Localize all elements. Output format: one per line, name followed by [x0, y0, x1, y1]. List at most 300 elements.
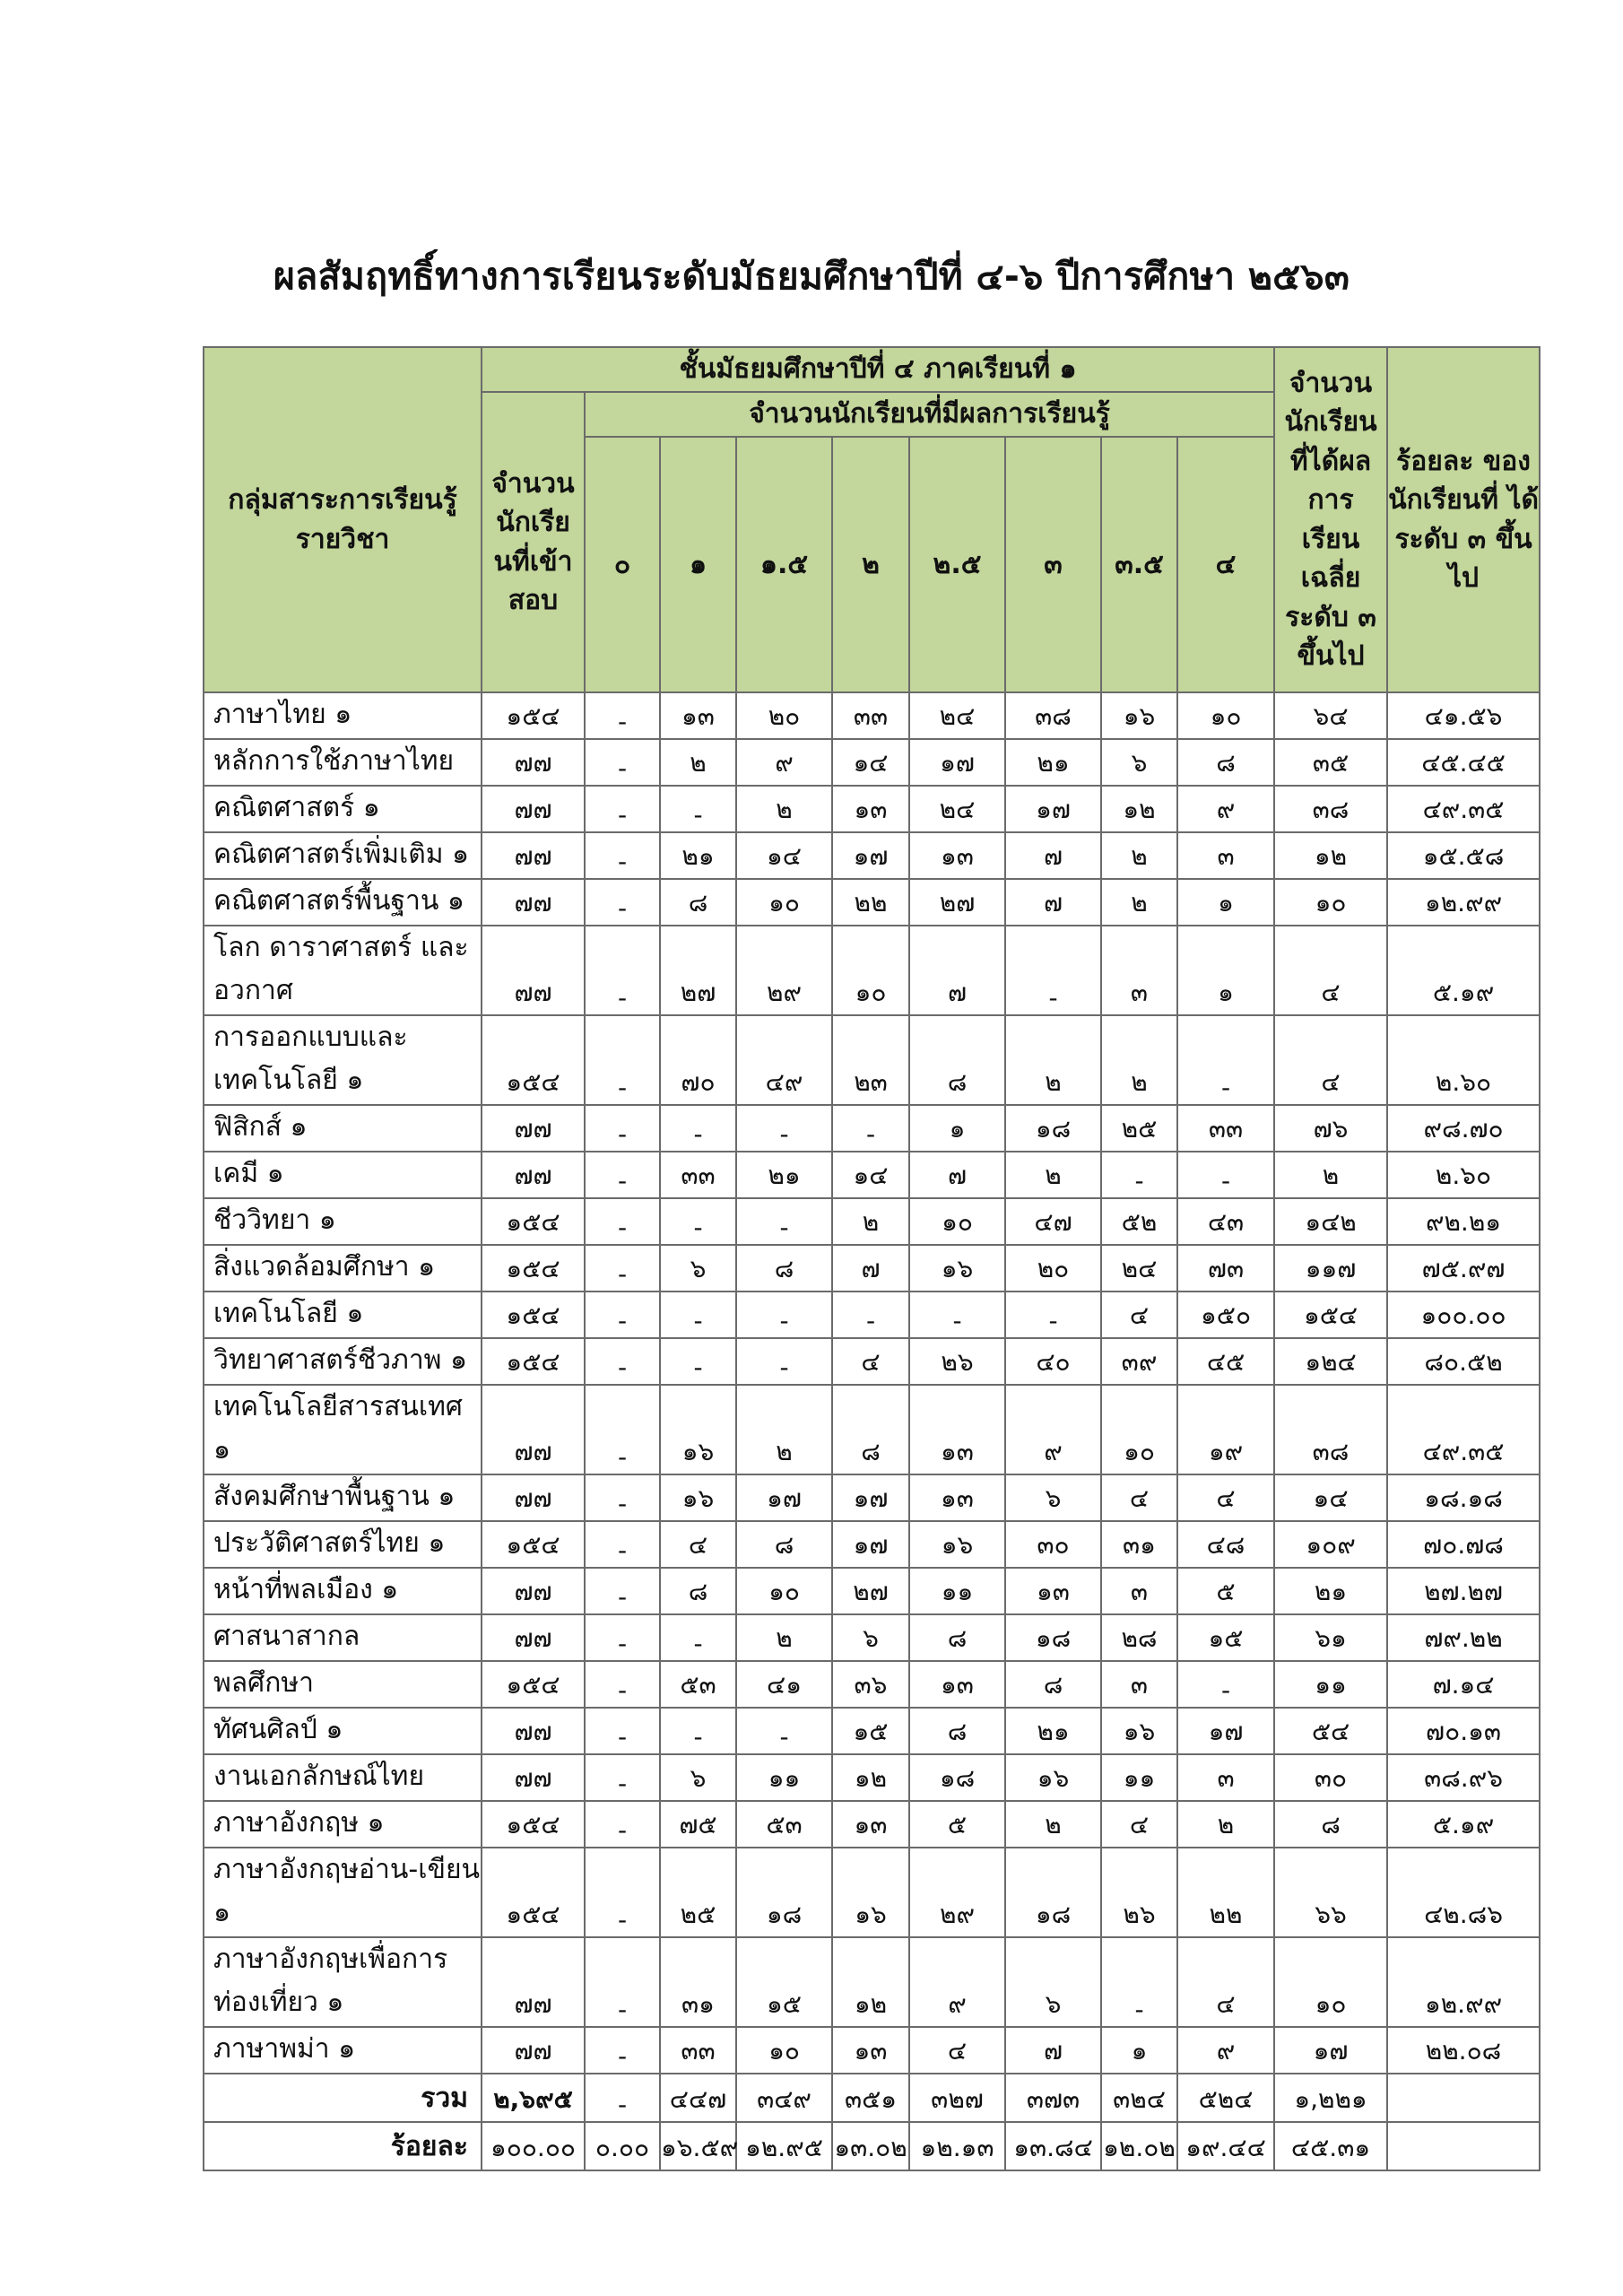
- table-row: [204, 692, 1540, 739]
- cell-subject: เคมี ๑: [204, 1152, 482, 1198]
- cell-grade-2-5: ๑๐: [909, 1198, 1005, 1245]
- cell-percent-3-up: ๓๘.๙๖: [1387, 1754, 1540, 1801]
- cell-percent-3-up: ๙๘.๗๐: [1387, 1105, 1540, 1152]
- cell-subject: ภาษาพม่า ๑: [204, 2027, 482, 2074]
- cell-grade-1-5: -: [736, 1708, 832, 1754]
- cell-percent-3-up: ๔๑.๕๖: [1387, 692, 1540, 739]
- percent-row: [204, 2122, 1540, 2170]
- cell-grade-0: -: [585, 1474, 660, 1521]
- cell-grade-2-5: ๘: [909, 1015, 1005, 1105]
- cell-grade-2: ๖: [832, 1614, 909, 1661]
- cell-percent-3-up: ๗.๑๔: [1387, 1661, 1540, 1708]
- cell-percent-3-up: ๔๙.๓๕: [1387, 1385, 1540, 1474]
- percent-percent-3-up: [1387, 2122, 1540, 2170]
- header-grade-3-5: ๓.๕: [1101, 437, 1177, 692]
- table-row: [204, 1568, 1540, 1614]
- cell-grade-2: ๑๕: [832, 1708, 909, 1754]
- cell-grade-2-5: ๑๗: [909, 739, 1005, 786]
- cell-tested: ๗๗: [482, 879, 585, 926]
- cell-grade-3: ๔๐: [1005, 1338, 1101, 1385]
- cell-count-3-up: ๖๑: [1274, 1614, 1387, 1661]
- cell-grade-0: -: [585, 879, 660, 926]
- cell-grade-4: ๑๐: [1177, 692, 1274, 739]
- cell-grade-2: ๑๔: [832, 739, 909, 786]
- cell-grade-3-5: ๑๒: [1101, 786, 1177, 832]
- total-grade-3-5: ๓๒๔: [1101, 2074, 1177, 2122]
- cell-grade-3-5: ๓๙: [1101, 1338, 1177, 1385]
- table-row: [204, 1105, 1540, 1152]
- cell-grade-2: ๒๗: [832, 1568, 909, 1614]
- cell-grade-1: -: [660, 1708, 736, 1754]
- percent-grade-2-5: ๑๒.๑๓: [909, 2122, 1005, 2170]
- cell-count-3-up: ๑๒: [1274, 832, 1387, 879]
- cell-subject: ภาษาอังกฤษอ่าน-เขียน ๑: [204, 1848, 482, 1937]
- cell-grade-4: ๑: [1177, 879, 1274, 926]
- cell-grade-1: -: [660, 1614, 736, 1661]
- cell-percent-3-up: ๙๒.๒๑: [1387, 1198, 1540, 1245]
- table-row: [204, 1245, 1540, 1292]
- cell-grade-3-5: ๑๖: [1101, 1708, 1177, 1754]
- cell-grade-1: ๔: [660, 1521, 736, 1568]
- table-row: [204, 786, 1540, 832]
- header-students-tested: จำนวน นักเรีย นที่เข้า สอบ: [482, 392, 585, 692]
- cell-grade-2: ๒: [832, 1198, 909, 1245]
- cell-grade-2-5: ๒๗: [909, 879, 1005, 926]
- cell-tested: ๗๗: [482, 1708, 585, 1754]
- cell-grade-0: -: [585, 1614, 660, 1661]
- cell-grade-0: -: [585, 1245, 660, 1292]
- table-row: [204, 1801, 1540, 1848]
- cell-count-3-up: ๒: [1274, 1152, 1387, 1198]
- cell-subject: ประวัติศาสตร์ไทย ๑: [204, 1521, 482, 1568]
- cell-grade-0: -: [585, 1338, 660, 1385]
- cell-grade-2: ๓๖: [832, 1661, 909, 1708]
- cell-percent-3-up: ๒.๖๐: [1387, 1152, 1540, 1198]
- cell-grade-0: -: [585, 1568, 660, 1614]
- cell-grade-3: ๒๑: [1005, 739, 1101, 786]
- cell-grade-4: ๒๒: [1177, 1848, 1274, 1937]
- cell-grade-1-5: -: [736, 1292, 832, 1338]
- cell-grade-3: ๔๗: [1005, 1198, 1101, 1245]
- cell-grade-1: ๒๕: [660, 1848, 736, 1937]
- cell-grade-4: ๕: [1177, 1568, 1274, 1614]
- cell-grade-1: ๓๑: [660, 1937, 736, 2027]
- cell-grade-2: ๔: [832, 1338, 909, 1385]
- cell-grade-4: ๓: [1177, 832, 1274, 879]
- cell-grade-0: -: [585, 926, 660, 1015]
- cell-grade-0: -: [585, 739, 660, 786]
- table-row: [204, 1198, 1540, 1245]
- percent-tested: ๑๐๐.๐๐: [482, 2122, 585, 2170]
- cell-tested: ๗๗: [482, 1614, 585, 1661]
- cell-grade-1: ๑๖: [660, 1385, 736, 1474]
- table-row: [204, 1292, 1540, 1338]
- cell-grade-2: ๑๗: [832, 1474, 909, 1521]
- total-percent-3-up: [1387, 2074, 1540, 2122]
- cell-grade-1: ๖: [660, 1754, 736, 1801]
- cell-grade-2-5: ๘: [909, 1614, 1005, 1661]
- cell-tested: ๑๕๔: [482, 1661, 585, 1708]
- cell-count-3-up: ๓๐: [1274, 1754, 1387, 1801]
- cell-grade-1-5: ๑๔: [736, 832, 832, 879]
- cell-count-3-up: ๑๔๒: [1274, 1198, 1387, 1245]
- cell-grade-1: -: [660, 786, 736, 832]
- cell-subject: ศาสนาสากล: [204, 1614, 482, 1661]
- percent-grade-2: ๑๓.๐๒: [832, 2122, 909, 2170]
- percent-grade-1-5: ๑๒.๙๕: [736, 2122, 832, 2170]
- cell-grade-2-5: ๒๖: [909, 1338, 1005, 1385]
- table-row: [204, 1614, 1540, 1661]
- cell-grade-4: ๙: [1177, 2027, 1274, 2074]
- cell-tested: ๑๕๔: [482, 692, 585, 739]
- cell-percent-3-up: ๔๕.๔๕: [1387, 739, 1540, 786]
- cell-grade-3: -: [1005, 1292, 1101, 1338]
- cell-grade-0: -: [585, 692, 660, 739]
- cell-grade-2: -: [832, 1292, 909, 1338]
- results-table: [203, 346, 1541, 2171]
- cell-grade-2-5: ๕: [909, 1801, 1005, 1848]
- total-grade-2: ๓๕๑: [832, 2074, 909, 2122]
- header-grade-0: ๐: [585, 437, 660, 692]
- cell-grade-1-5: ๘: [736, 1245, 832, 1292]
- cell-count-3-up: ๖๔: [1274, 692, 1387, 739]
- total-tested: ๒,๖๙๕: [482, 2074, 585, 2122]
- cell-grade-1-5: ๒๐: [736, 692, 832, 739]
- total-grade-0: -: [585, 2074, 660, 2122]
- cell-grade-3: ๓๘: [1005, 692, 1101, 739]
- cell-grade-3-5: ๔: [1101, 1292, 1177, 1338]
- cell-grade-2: ๑๓: [832, 786, 909, 832]
- cell-grade-1-5: ๘: [736, 1521, 832, 1568]
- cell-grade-1-5: ๕๓: [736, 1801, 832, 1848]
- cell-grade-4: ๔: [1177, 1474, 1274, 1521]
- table-row: [204, 1754, 1540, 1801]
- cell-grade-1-5: ๒: [736, 786, 832, 832]
- cell-tested: ๗๗: [482, 926, 585, 1015]
- header-level-term: ชั้นมัธยมศึกษาปีที่ ๔ ภาคเรียนที่ ๑: [482, 347, 1274, 392]
- cell-grade-2-5: ๑: [909, 1105, 1005, 1152]
- cell-grade-2-5: ๒๔: [909, 786, 1005, 832]
- total-grade-1-5: ๓๔๙: [736, 2074, 832, 2122]
- cell-count-3-up: ๗๖: [1274, 1105, 1387, 1152]
- percent-grade-0: ๐.๐๐: [585, 2122, 660, 2170]
- table-row: [204, 1338, 1540, 1385]
- header-grade-group: จำนวนนักเรียนที่มีผลการเรียนรู้: [585, 392, 1274, 437]
- cell-count-3-up: ๑๒๔: [1274, 1338, 1387, 1385]
- cell-count-3-up: ๒๑: [1274, 1568, 1387, 1614]
- cell-subject: เทคโนโลยี ๑: [204, 1292, 482, 1338]
- table-row: [204, 926, 1540, 1015]
- cell-grade-1: ๖: [660, 1245, 736, 1292]
- cell-subject: พลศึกษา: [204, 1661, 482, 1708]
- cell-grade-1: ๒: [660, 739, 736, 786]
- cell-percent-3-up: ๑๘.๑๘: [1387, 1474, 1540, 1521]
- cell-grade-3-5: ๑๑: [1101, 1754, 1177, 1801]
- cell-grade-2: ๑๓: [832, 2027, 909, 2074]
- table-row: [204, 739, 1540, 786]
- percent-grade-4: ๑๙.๔๔: [1177, 2122, 1274, 2170]
- cell-grade-3: ๒: [1005, 1015, 1101, 1105]
- cell-tested: ๗๗: [482, 832, 585, 879]
- cell-grade-1-5: ๑๐: [736, 879, 832, 926]
- cell-grade-4: ๒: [1177, 1801, 1274, 1848]
- table-row: [204, 1474, 1540, 1521]
- cell-grade-3-5: ๔: [1101, 1474, 1177, 1521]
- cell-grade-1: ๑๖: [660, 1474, 736, 1521]
- cell-grade-4: ๔๕: [1177, 1338, 1274, 1385]
- cell-grade-3: ๒๐: [1005, 1245, 1101, 1292]
- cell-grade-4: ๔๓: [1177, 1198, 1274, 1245]
- cell-tested: ๗๗: [482, 1754, 585, 1801]
- cell-grade-3: ๑๘: [1005, 1105, 1101, 1152]
- cell-percent-3-up: ๑๒.๙๙: [1387, 1937, 1540, 2027]
- cell-percent-3-up: ๔๙.๓๕: [1387, 786, 1540, 832]
- header-grade-4: ๔: [1177, 437, 1274, 692]
- cell-subject: หลักการใช้ภาษาไทย: [204, 739, 482, 786]
- cell-grade-4: ๘: [1177, 739, 1274, 786]
- cell-grade-3: ๑๘: [1005, 1848, 1101, 1937]
- cell-grade-1-5: ๑๐: [736, 2027, 832, 2074]
- cell-grade-0: -: [585, 1848, 660, 1937]
- percent-label: ร้อยละ: [204, 2122, 482, 2170]
- cell-percent-3-up: ๕.๑๙: [1387, 926, 1540, 1015]
- cell-grade-1: ๓๓: [660, 2027, 736, 2074]
- cell-grade-0: -: [585, 1105, 660, 1152]
- cell-count-3-up: ๑๐: [1274, 1937, 1387, 2027]
- cell-percent-3-up: ๑๐๐.๐๐: [1387, 1292, 1540, 1338]
- cell-grade-2: ๒๓: [832, 1015, 909, 1105]
- cell-subject: ชีววิทยา ๑: [204, 1198, 482, 1245]
- cell-grade-1: ๒๗: [660, 926, 736, 1015]
- cell-tested: ๑๕๔: [482, 1848, 585, 1937]
- cell-grade-2-5: ๘: [909, 1708, 1005, 1754]
- cell-grade-4: ๓: [1177, 1754, 1274, 1801]
- cell-grade-4: ๑๗: [1177, 1708, 1274, 1754]
- cell-percent-3-up: ๗๙.๒๒: [1387, 1614, 1540, 1661]
- table-body: [204, 692, 1540, 2074]
- cell-grade-4: ๑๕๐: [1177, 1292, 1274, 1338]
- header-grade-1: ๑: [660, 437, 736, 692]
- cell-count-3-up: ๓๘: [1274, 1385, 1387, 1474]
- table-row: [204, 2027, 1540, 2074]
- cell-grade-3: ๑๓: [1005, 1568, 1101, 1614]
- cell-grade-2: ๘: [832, 1385, 909, 1474]
- cell-tested: ๗๗: [482, 1568, 585, 1614]
- cell-count-3-up: ๑๗: [1274, 2027, 1387, 2074]
- cell-grade-3-5: ๒๔: [1101, 1245, 1177, 1292]
- cell-percent-3-up: ๒๗.๒๗: [1387, 1568, 1540, 1614]
- cell-grade-3-5: ๒๖: [1101, 1848, 1177, 1937]
- total-label: รวม: [204, 2074, 482, 2122]
- cell-subject: คณิตศาสตร์เพิ่มเติม ๑: [204, 832, 482, 879]
- cell-percent-3-up: ๑๕.๕๘: [1387, 832, 1540, 879]
- total-count-3-up: ๑,๒๒๑: [1274, 2074, 1387, 2122]
- cell-subject: ภาษาอังกฤษ ๑: [204, 1801, 482, 1848]
- cell-grade-3: ๒๑: [1005, 1708, 1101, 1754]
- header-percent-3-up: ร้อยละ ของ นักเรียนที่ ได้ระดับ ๓ ขึ้นไป: [1387, 347, 1540, 692]
- cell-grade-4: ๙: [1177, 786, 1274, 832]
- percent-grade-3: ๑๓.๘๔: [1005, 2122, 1101, 2170]
- cell-count-3-up: ๑๐: [1274, 879, 1387, 926]
- table-row: [204, 879, 1540, 926]
- table-header: [204, 347, 1540, 692]
- cell-percent-3-up: ๗๐.๗๘: [1387, 1521, 1540, 1568]
- cell-tested: ๗๗: [482, 2027, 585, 2074]
- cell-subject: งานเอกลักษณ์ไทย: [204, 1754, 482, 1801]
- cell-grade-3-5: ๒: [1101, 879, 1177, 926]
- cell-grade-1-5: ๒๙: [736, 926, 832, 1015]
- cell-grade-0: -: [585, 1521, 660, 1568]
- cell-grade-1-5: -: [736, 1198, 832, 1245]
- cell-tested: ๑๕๔: [482, 1521, 585, 1568]
- header-count-3-up: จำนวน นักเรียน ที่ได้ผล การ เรียน เฉลี่ย ระดับ ๓ ขึ้นไป: [1274, 347, 1387, 692]
- cell-grade-2: ๗: [832, 1245, 909, 1292]
- cell-subject: เทคโนโลยีสารสนเทศ ๑: [204, 1385, 482, 1474]
- cell-grade-1-5: ๔๙: [736, 1015, 832, 1105]
- cell-grade-3-5: -: [1101, 1937, 1177, 2027]
- cell-grade-3-5: -: [1101, 1152, 1177, 1198]
- cell-subject: หน้าที่พลเมือง ๑: [204, 1568, 482, 1614]
- header-grade-2: ๒: [832, 437, 909, 692]
- table-footer: [204, 2074, 1540, 2170]
- cell-grade-2-5: ๑๑: [909, 1568, 1005, 1614]
- cell-grade-1: ๕๓: [660, 1661, 736, 1708]
- cell-grade-3-5: ๖: [1101, 739, 1177, 786]
- cell-grade-3-5: ๑: [1101, 2027, 1177, 2074]
- cell-tested: ๗๗: [482, 1474, 585, 1521]
- cell-count-3-up: ๕๔: [1274, 1708, 1387, 1754]
- cell-grade-0: -: [585, 786, 660, 832]
- cell-grade-2-5: ๑๖: [909, 1521, 1005, 1568]
- cell-subject: ภาษาไทย ๑: [204, 692, 482, 739]
- cell-grade-3-5: ๓: [1101, 1661, 1177, 1708]
- cell-grade-1: ๘: [660, 879, 736, 926]
- cell-subject: โลก ดาราศาสตร์ และ อวกาศ: [204, 926, 482, 1015]
- cell-grade-2-5: ๑๓: [909, 832, 1005, 879]
- cell-grade-2-5: ๙: [909, 1937, 1005, 2027]
- cell-grade-2: -: [832, 1105, 909, 1152]
- cell-tested: ๑๕๔: [482, 1245, 585, 1292]
- cell-grade-2-5: ๒๙: [909, 1848, 1005, 1937]
- table-row: [204, 832, 1540, 879]
- page-title: ผลสัมฤทธิ์ทางการเรียนระดับมัธยมศึกษาปีที่ ๔-๖ ปีการศึกษา ๒๕๖๓: [273, 255, 1350, 298]
- cell-grade-1: ๒๑: [660, 832, 736, 879]
- cell-tested: ๑๕๔: [482, 1198, 585, 1245]
- cell-grade-0: -: [585, 1385, 660, 1474]
- cell-count-3-up: ๔: [1274, 926, 1387, 1015]
- cell-grade-0: -: [585, 1198, 660, 1245]
- cell-tested: ๑๕๔: [482, 1015, 585, 1105]
- cell-percent-3-up: ๗๕.๙๗: [1387, 1245, 1540, 1292]
- cell-grade-2-5: ๒๔: [909, 692, 1005, 739]
- cell-grade-2: ๑๗: [832, 832, 909, 879]
- cell-grade-4: -: [1177, 1015, 1274, 1105]
- cell-grade-4: -: [1177, 1661, 1274, 1708]
- table-row: [204, 1708, 1540, 1754]
- cell-tested: ๗๗: [482, 1385, 585, 1474]
- cell-count-3-up: ๖๖: [1274, 1848, 1387, 1937]
- total-row: [204, 2074, 1540, 2122]
- cell-grade-2-5: ๑๘: [909, 1754, 1005, 1801]
- cell-grade-0: -: [585, 1708, 660, 1754]
- cell-grade-1-5: ๒๑: [736, 1152, 832, 1198]
- cell-grade-0: -: [585, 1152, 660, 1198]
- cell-subject: สิ่งแวดล้อมศึกษา ๑: [204, 1245, 482, 1292]
- cell-count-3-up: ๑๐๙: [1274, 1521, 1387, 1568]
- table-row: [204, 1661, 1540, 1708]
- cell-grade-3-5: ๓: [1101, 926, 1177, 1015]
- cell-count-3-up: ๑๑๗: [1274, 1245, 1387, 1292]
- cell-grade-1-5: -: [736, 1105, 832, 1152]
- cell-grade-3: ๖: [1005, 1474, 1101, 1521]
- header-grade-1-5: ๑.๕: [736, 437, 832, 692]
- cell-count-3-up: ๔: [1274, 1015, 1387, 1105]
- cell-grade-3-5: ๓๑: [1101, 1521, 1177, 1568]
- cell-percent-3-up: ๑๒.๙๙: [1387, 879, 1540, 926]
- cell-subject: ภาษาอังกฤษเพื่อการ ท่องเที่ยว ๑: [204, 1937, 482, 2027]
- cell-grade-2-5: ๔: [909, 2027, 1005, 2074]
- cell-count-3-up: ๑๔: [1274, 1474, 1387, 1521]
- cell-grade-3: ๑๖: [1005, 1754, 1101, 1801]
- cell-grade-1: -: [660, 1198, 736, 1245]
- cell-count-3-up: ๘: [1274, 1801, 1387, 1848]
- cell-count-3-up: ๓๕: [1274, 739, 1387, 786]
- cell-grade-1: ๗๕: [660, 1801, 736, 1848]
- cell-tested: ๗๗: [482, 1937, 585, 2027]
- cell-grade-1: -: [660, 1292, 736, 1338]
- cell-grade-3: ๒: [1005, 1801, 1101, 1848]
- table-row: [204, 1521, 1540, 1568]
- cell-grade-4: ๔๘: [1177, 1521, 1274, 1568]
- cell-subject: สังคมศึกษาพื้นฐาน ๑: [204, 1474, 482, 1521]
- cell-count-3-up: ๓๘: [1274, 786, 1387, 832]
- cell-grade-0: -: [585, 1292, 660, 1338]
- cell-grade-2: ๒๒: [832, 879, 909, 926]
- cell-grade-1-5: ๙: [736, 739, 832, 786]
- cell-grade-3: -: [1005, 926, 1101, 1015]
- header-grade-2-5: ๒.๕: [909, 437, 1005, 692]
- header-subject: กลุ่มสาระการเรียนรู้ รายวิชา: [204, 347, 482, 692]
- cell-grade-0: -: [585, 1801, 660, 1848]
- table-row: [204, 1015, 1540, 1105]
- cell-tested: ๑๕๔: [482, 1801, 585, 1848]
- cell-subject: คณิตศาสตร์ ๑: [204, 786, 482, 832]
- cell-grade-4: ๑: [1177, 926, 1274, 1015]
- cell-subject: คณิตศาสตร์พื้นฐาน ๑: [204, 879, 482, 926]
- cell-grade-1-5: ๒: [736, 1614, 832, 1661]
- cell-grade-1-5: ๔๑: [736, 1661, 832, 1708]
- cell-grade-2: ๓๓: [832, 692, 909, 739]
- table-row: [204, 1385, 1540, 1474]
- cell-grade-2-5: ๑๓: [909, 1385, 1005, 1474]
- cell-percent-3-up: ๒.๖๐: [1387, 1015, 1540, 1105]
- cell-percent-3-up: ๒๒.๐๘: [1387, 2027, 1540, 2074]
- cell-grade-1-5: ๑๑: [736, 1754, 832, 1801]
- cell-grade-2: ๑๒: [832, 1937, 909, 2027]
- cell-grade-2-5: ๑๓: [909, 1661, 1005, 1708]
- cell-grade-4: ๔: [1177, 1937, 1274, 2027]
- cell-percent-3-up: ๘๐.๕๒: [1387, 1338, 1540, 1385]
- cell-grade-2-5: ๑๓: [909, 1474, 1005, 1521]
- cell-grade-3: ๗: [1005, 2027, 1101, 2074]
- cell-grade-1-5: ๑๗: [736, 1474, 832, 1521]
- cell-tested: ๑๕๔: [482, 1338, 585, 1385]
- cell-grade-2: ๑๖: [832, 1848, 909, 1937]
- cell-grade-0: -: [585, 1015, 660, 1105]
- cell-grade-4: -: [1177, 1152, 1274, 1198]
- cell-grade-1: ๘: [660, 1568, 736, 1614]
- cell-grade-1-5: ๒: [736, 1385, 832, 1474]
